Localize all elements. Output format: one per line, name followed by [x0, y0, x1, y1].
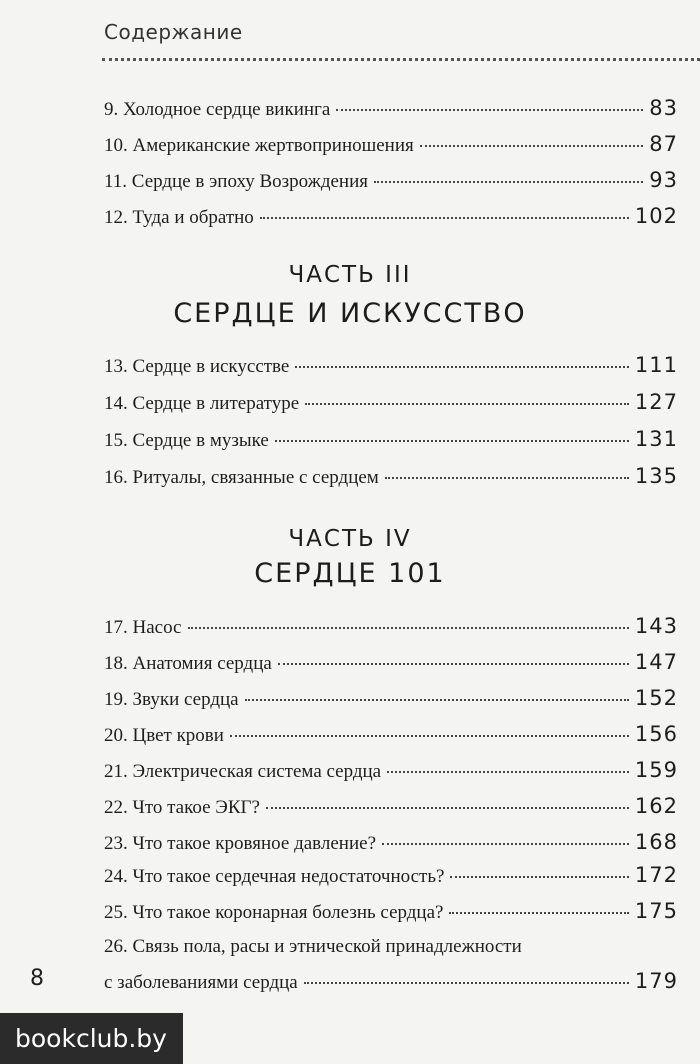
toc-entry-title: 20. Цвет крови [104, 725, 224, 746]
toc-leader-dots [278, 663, 629, 665]
toc-entry-continuation [104, 968, 678, 996]
toc-entry-title: 13. Сердце в искусстве [104, 356, 290, 377]
toc-entry-title: 10. Американские жертвоприношения [104, 135, 414, 156]
header-dotted-rule [102, 58, 700, 61]
toc-entry-title: 19. Звуки сердца [104, 689, 239, 710]
toc-leader-dots [336, 109, 643, 111]
toc-entry-title: 14. Сердце в литературе [104, 393, 300, 414]
toc-entry-page: 175 [634, 899, 678, 923]
toc-entry [104, 352, 678, 380]
toc-entry [104, 463, 678, 491]
toc-entry-page: 168 [634, 830, 678, 854]
running-head: Содержание [104, 20, 243, 44]
toc-entry-page: 83 [649, 96, 678, 120]
toc-entry-title: 26. Связь пола, расы и этнической принадлежности [104, 936, 522, 957]
toc-leader-dots [260, 217, 629, 219]
toc-entry [104, 649, 678, 677]
toc-entry-page: 162 [634, 794, 678, 818]
toc-entry-page: 172 [634, 863, 678, 887]
toc-leader-dots [387, 771, 629, 773]
toc-entry [104, 685, 678, 713]
toc-entry-page: 127 [634, 390, 678, 414]
toc-entry [104, 203, 678, 231]
part-title: СЕРДЦЕ И ИСКУССТВО [173, 298, 527, 329]
toc-entry-page: 143 [634, 614, 678, 638]
toc-entry-page: 102 [634, 204, 678, 228]
toc-leader-dots [230, 735, 629, 737]
toc-leader-dots [450, 876, 628, 878]
toc-entry-page: 179 [634, 969, 678, 993]
toc-entry [104, 898, 678, 926]
toc-entry-title: 25. Что такое коронарная болезнь сердца? [104, 902, 444, 923]
toc-entry [104, 934, 678, 994]
toc-leader-dots [374, 181, 643, 183]
toc-entry-page: 87 [649, 132, 678, 156]
toc-entry-title: 9. Холодное сердце викинга [104, 99, 331, 120]
toc-leader-dots [188, 627, 629, 629]
toc-entry [104, 862, 678, 890]
toc-entry-page: 93 [649, 168, 678, 192]
toc-leader-dots [420, 145, 644, 147]
toc-entry [104, 721, 678, 749]
toc-entry [104, 426, 678, 454]
toc-entry-page: 152 [634, 686, 678, 710]
part-title: СЕРДЦЕ 101 [254, 558, 446, 589]
toc-entry-title: 16. Ритуалы, связанные с сердцем [104, 467, 379, 488]
toc-entry-page: 131 [634, 427, 678, 451]
toc-entry [104, 613, 678, 641]
toc-entry-page: 147 [634, 650, 678, 674]
toc-entry-page: 135 [634, 464, 678, 488]
toc-entry-title: 17. Насос [104, 617, 182, 638]
part-number: ЧАСТЬ III [288, 262, 412, 288]
toc-entry [104, 829, 678, 857]
toc-entry-page: 111 [634, 353, 678, 377]
toc-entry [104, 757, 678, 785]
toc-entry-title: 22. Что такое ЭКГ? [104, 797, 260, 818]
toc-leader-dots [245, 699, 629, 701]
toc-entry-title-continued: с заболеваниями сердца [104, 972, 298, 993]
toc-leader-dots [275, 440, 629, 442]
toc-entry-title: 12. Туда и обратно [104, 207, 254, 228]
toc-leader-dots [266, 807, 629, 809]
toc-entry-title: 11. Сердце в эпоху Возрождения [104, 171, 369, 192]
toc-leader-dots [304, 982, 629, 984]
watermark: bookclub.by [0, 1014, 182, 1064]
toc-entry [104, 131, 678, 159]
toc-entry [104, 793, 678, 821]
toc-leader-dots [295, 366, 629, 368]
part-number: ЧАСТЬ IV [288, 526, 412, 552]
toc-entry-title: 23. Что такое кровяное давление? [104, 833, 377, 854]
toc-entry-title: 21. Электрическая система сердца [104, 761, 382, 782]
toc-entry-title: 24. Что такое сердечная недостаточность? [104, 866, 445, 887]
toc-entry-page: 156 [634, 722, 678, 746]
toc-entry [104, 389, 678, 417]
toc-entry [104, 167, 678, 195]
toc-leader-dots [382, 843, 629, 845]
toc-entry-page: 159 [634, 758, 678, 782]
toc-entry-title: 18. Анатомия сердца [104, 653, 272, 674]
toc-leader-dots [385, 477, 629, 479]
toc-leader-dots [449, 912, 628, 914]
toc-leader-dots [305, 403, 629, 405]
toc-entry [104, 95, 678, 123]
toc-entry-title: 15. Сердце в музыке [104, 430, 269, 451]
page-number: 8 [30, 966, 44, 991]
